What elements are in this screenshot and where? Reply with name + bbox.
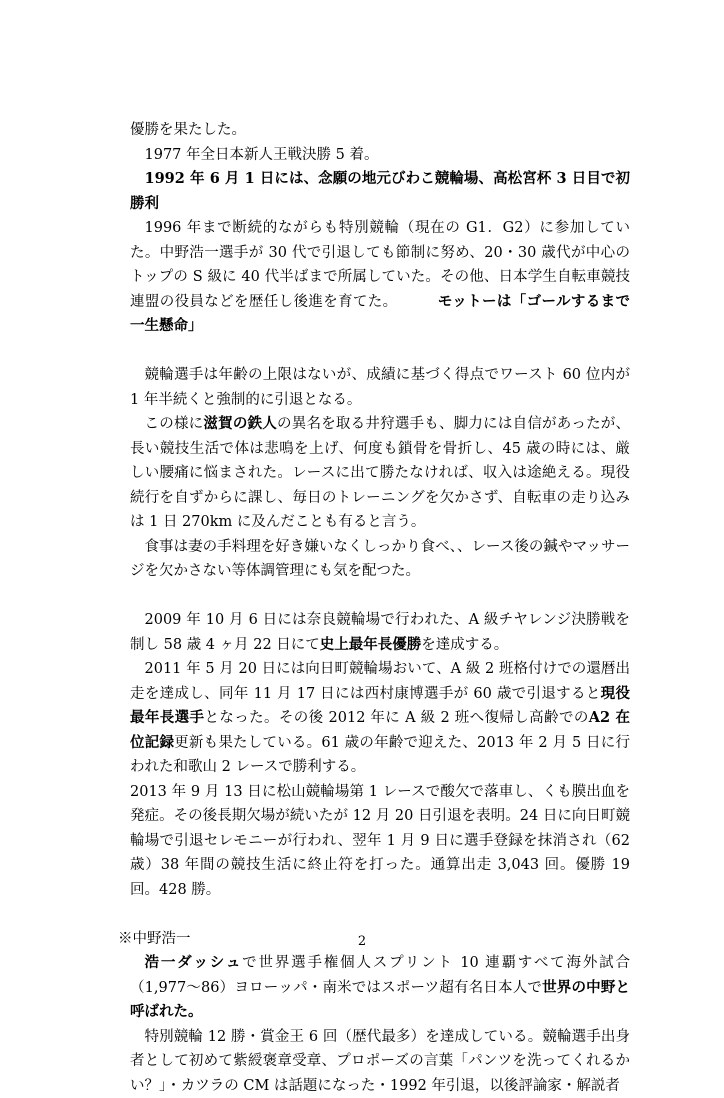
record-bold: 史上最年長優勝 <box>320 636 422 653</box>
paragraph: 競輪選手は年齢の上限はないが、成績に基づく得点でワースト 60 位内が 1 年半続くと強制的に引退となる。 <box>130 363 630 412</box>
paragraph <box>130 412 630 535</box>
text-run: 更新も果たしている。61 歳の年齢で迎えた、2013 年 2 月 5 日に行われた和歌山 2 レースで勝利する。 <box>130 735 630 776</box>
paragraph: 優勝を果たした。 <box>130 118 630 143</box>
record-bold: 現役最年長選手 <box>130 685 630 727</box>
motto: モットーは「ゴールするまで一生懸命」 <box>130 293 630 335</box>
text-run: 2011 年 5 月 20 日には向日町競輪場おいて、A 級 2 班格付けでの還暦出走を達成し、同年 11 月 17 日には西村康博選手が 60 歳で引退すると <box>130 661 630 702</box>
nickname-bold: 滋賀の鉄人 <box>203 415 277 432</box>
text-run: 2009 年 10 月 6 日には奈良競輪場で行われた、A 級チヤレンジ決勝戦を制し 58 歳 4 ヶ月 22 日にて <box>130 612 630 653</box>
text-run: この様に <box>145 416 204 432</box>
paragraph <box>130 951 630 1025</box>
paragraph <box>130 216 630 339</box>
text-run: を達成する。 <box>421 637 508 653</box>
record-bold: A2 在位記録 <box>130 709 630 751</box>
text-run: の異名を取る井狩選手も、脚力には自信があったが、長い競技生活で体は悲鳴を上げ、何度も鎖骨を骨折し、45 歳の時には、厳しい腰痛に悩まされた。レースに出て勝たなければ、収入は途絶える。現役続行を自ずからに課し、毎日のトレーニングを欠かさず、自転車の走り込みは 1 日 270km に及んだことも有ると言う。 <box>130 416 630 530</box>
career-text: 1996 年まで断続的ながらも特別競輪（現在の G1．G2）に参加していた。中野浩一選手が 30 代で引退しても節制に努め、20・30 歳代が中心のトップの S 級に 40 代半ばまで所属していた。その他、日本学生自転車競技連盟の役員などを歴任し後進を育てた。 <box>130 220 630 310</box>
paragraph: 2013 年 9 月 13 日に松山競輪場第 1 レースで酸欠で落車し、くも膜出血を発症。その後長期欠場が続いたが 12 月 20 日引退を表明。24 日に向日町競輪場で引退セレモニーが行われ、翌年 1 月 9 日に選手登録を抹消され（62 歳）38 年間の競技生活に終止符を打った。通算出走 3,043 回。優勝 19 回。428 勝。 <box>130 780 630 903</box>
paragraph: 1977 年全日本新人王戦決勝 5 着。 <box>130 143 630 168</box>
paragraph: 食事は妻の手料理を好き嫌いなくしっかり食べ、、レース後の鍼やマッサージを欠かさない等体調管理にも気を配つた。 <box>130 535 630 584</box>
body-text <box>130 118 630 1098</box>
paragraph <box>130 608 630 657</box>
note-title: ※中野浩一 <box>118 927 630 952</box>
page-number: 2 <box>0 934 724 949</box>
paragraph <box>130 657 630 780</box>
dash-bold: 浩一ダッシュ <box>145 954 243 971</box>
paragraph-bold: 1992 年 6 月 1 日には、念願の地元びわこ競輪場、高松宮杯 3 日目で初勝利 <box>130 167 630 216</box>
text-run: で世界選手権個人スプリント 10 連覇すべて海外試合（1,977～86）ヨローッパ・南米ではスポーツ超有名日本人で <box>130 955 630 996</box>
nakano-bold: 世界の中野と呼ばれた。 <box>130 979 630 1021</box>
paragraph: 特別競輪 12 勝・賞金王 6 回（歴代最多）を達成している。競輪選手出身者として初めて紫綬褒章受章、プロポーズの言葉「パンツを洗ってくれるかい？」・カツラの CM は話題になった・1992 年引退，以後評論家・解説者 <box>130 1025 630 1098</box>
text-run: となった。その後 2012 年に A 級 2 班へ復帰し高齢での <box>204 710 588 726</box>
